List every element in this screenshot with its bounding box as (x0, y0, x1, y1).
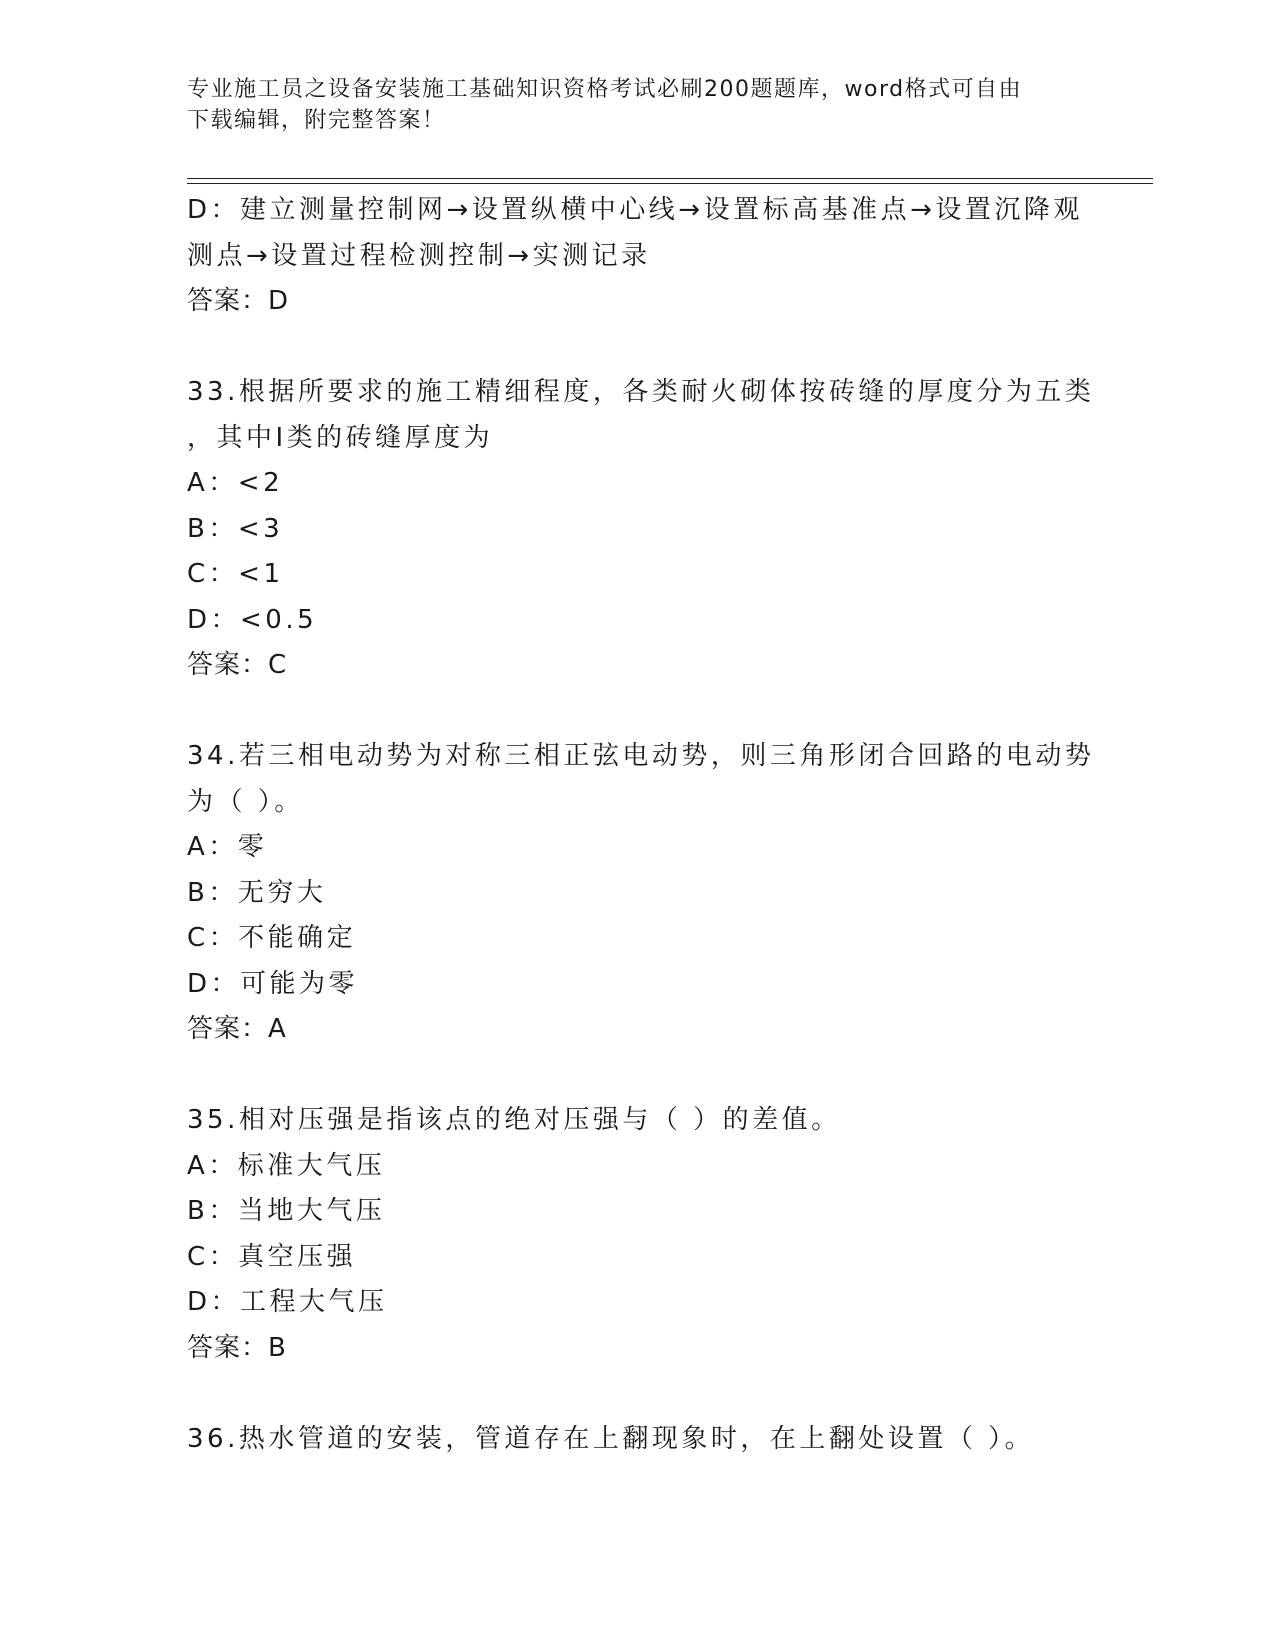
option-d: D：可能为零 (187, 968, 359, 999)
question-text-line-1: 36.热水管道的安装，管道存在上翻现象时，在上翻处设置（ ）。 (187, 1423, 1035, 1454)
spacer (187, 1371, 1087, 1417)
header-divider-top (187, 178, 1153, 179)
question-block-34 (187, 734, 1095, 1053)
option-a: A：零 (187, 832, 268, 862)
option-a: A：标准大气压 (187, 1150, 386, 1181)
question-text-line-2: ，其中Ⅰ类的砖缝厚度为 (187, 422, 494, 453)
document-header (187, 74, 1087, 136)
option-d: D：<0.5 (187, 604, 318, 635)
answer-label: 答案：B (187, 1332, 287, 1363)
header-divider-bottom (187, 183, 1153, 184)
header-title-line-2: 下载编辑，附完整答案！ (187, 108, 446, 133)
option-b: B：无穷大 (187, 877, 327, 908)
question-block-32 (187, 188, 1087, 325)
spacer (187, 325, 1087, 371)
spacer (187, 689, 1087, 735)
header-title-line-1: 专业施工员之设备安装施工基础知识资格考试必刷200题题库，word格式可自由 (187, 77, 1023, 102)
question-block-36 (187, 1417, 1087, 1463)
question-block-33 (187, 370, 1095, 689)
option-b: B：<3 (187, 513, 284, 544)
question-text-line-1: 35.相对压强是指该点的绝对压强与（ ）的差值。 (187, 1105, 841, 1135)
answer-label: 答案：C (187, 650, 288, 680)
option-d-line-1: D：建立测量控制网→设置纵横中心线→设置标高基准点→设置沉降观 (187, 195, 1083, 225)
option-b: B：当地大气压 (187, 1196, 386, 1226)
question-list (187, 188, 1095, 1462)
question-text-line-1: 33.根据所要求的施工精细程度，各类耐火砌体按砖缝的厚度分为五类 (187, 377, 1095, 407)
question-text-line-1: 34.若三相电动势为对称三相正弦电动势，则三角形闭合回路的电动势 (187, 741, 1095, 771)
option-c: C：真空压强 (187, 1241, 357, 1272)
option-a: A：<2 (187, 468, 284, 498)
option-c: C：<1 (187, 559, 284, 589)
spacer (187, 1053, 1087, 1099)
option-d-line-2: 测点→设置过程检测控制→实测记录 (187, 240, 651, 271)
question-block-35 (187, 1098, 1087, 1371)
option-c: C：不能确定 (187, 923, 357, 953)
question-text-line-2: 为（ ）。 (187, 786, 304, 817)
answer-label: 答案：A (187, 1014, 287, 1044)
answer-label: 答案：D (187, 286, 290, 316)
option-d: D：工程大气压 (187, 1287, 388, 1317)
